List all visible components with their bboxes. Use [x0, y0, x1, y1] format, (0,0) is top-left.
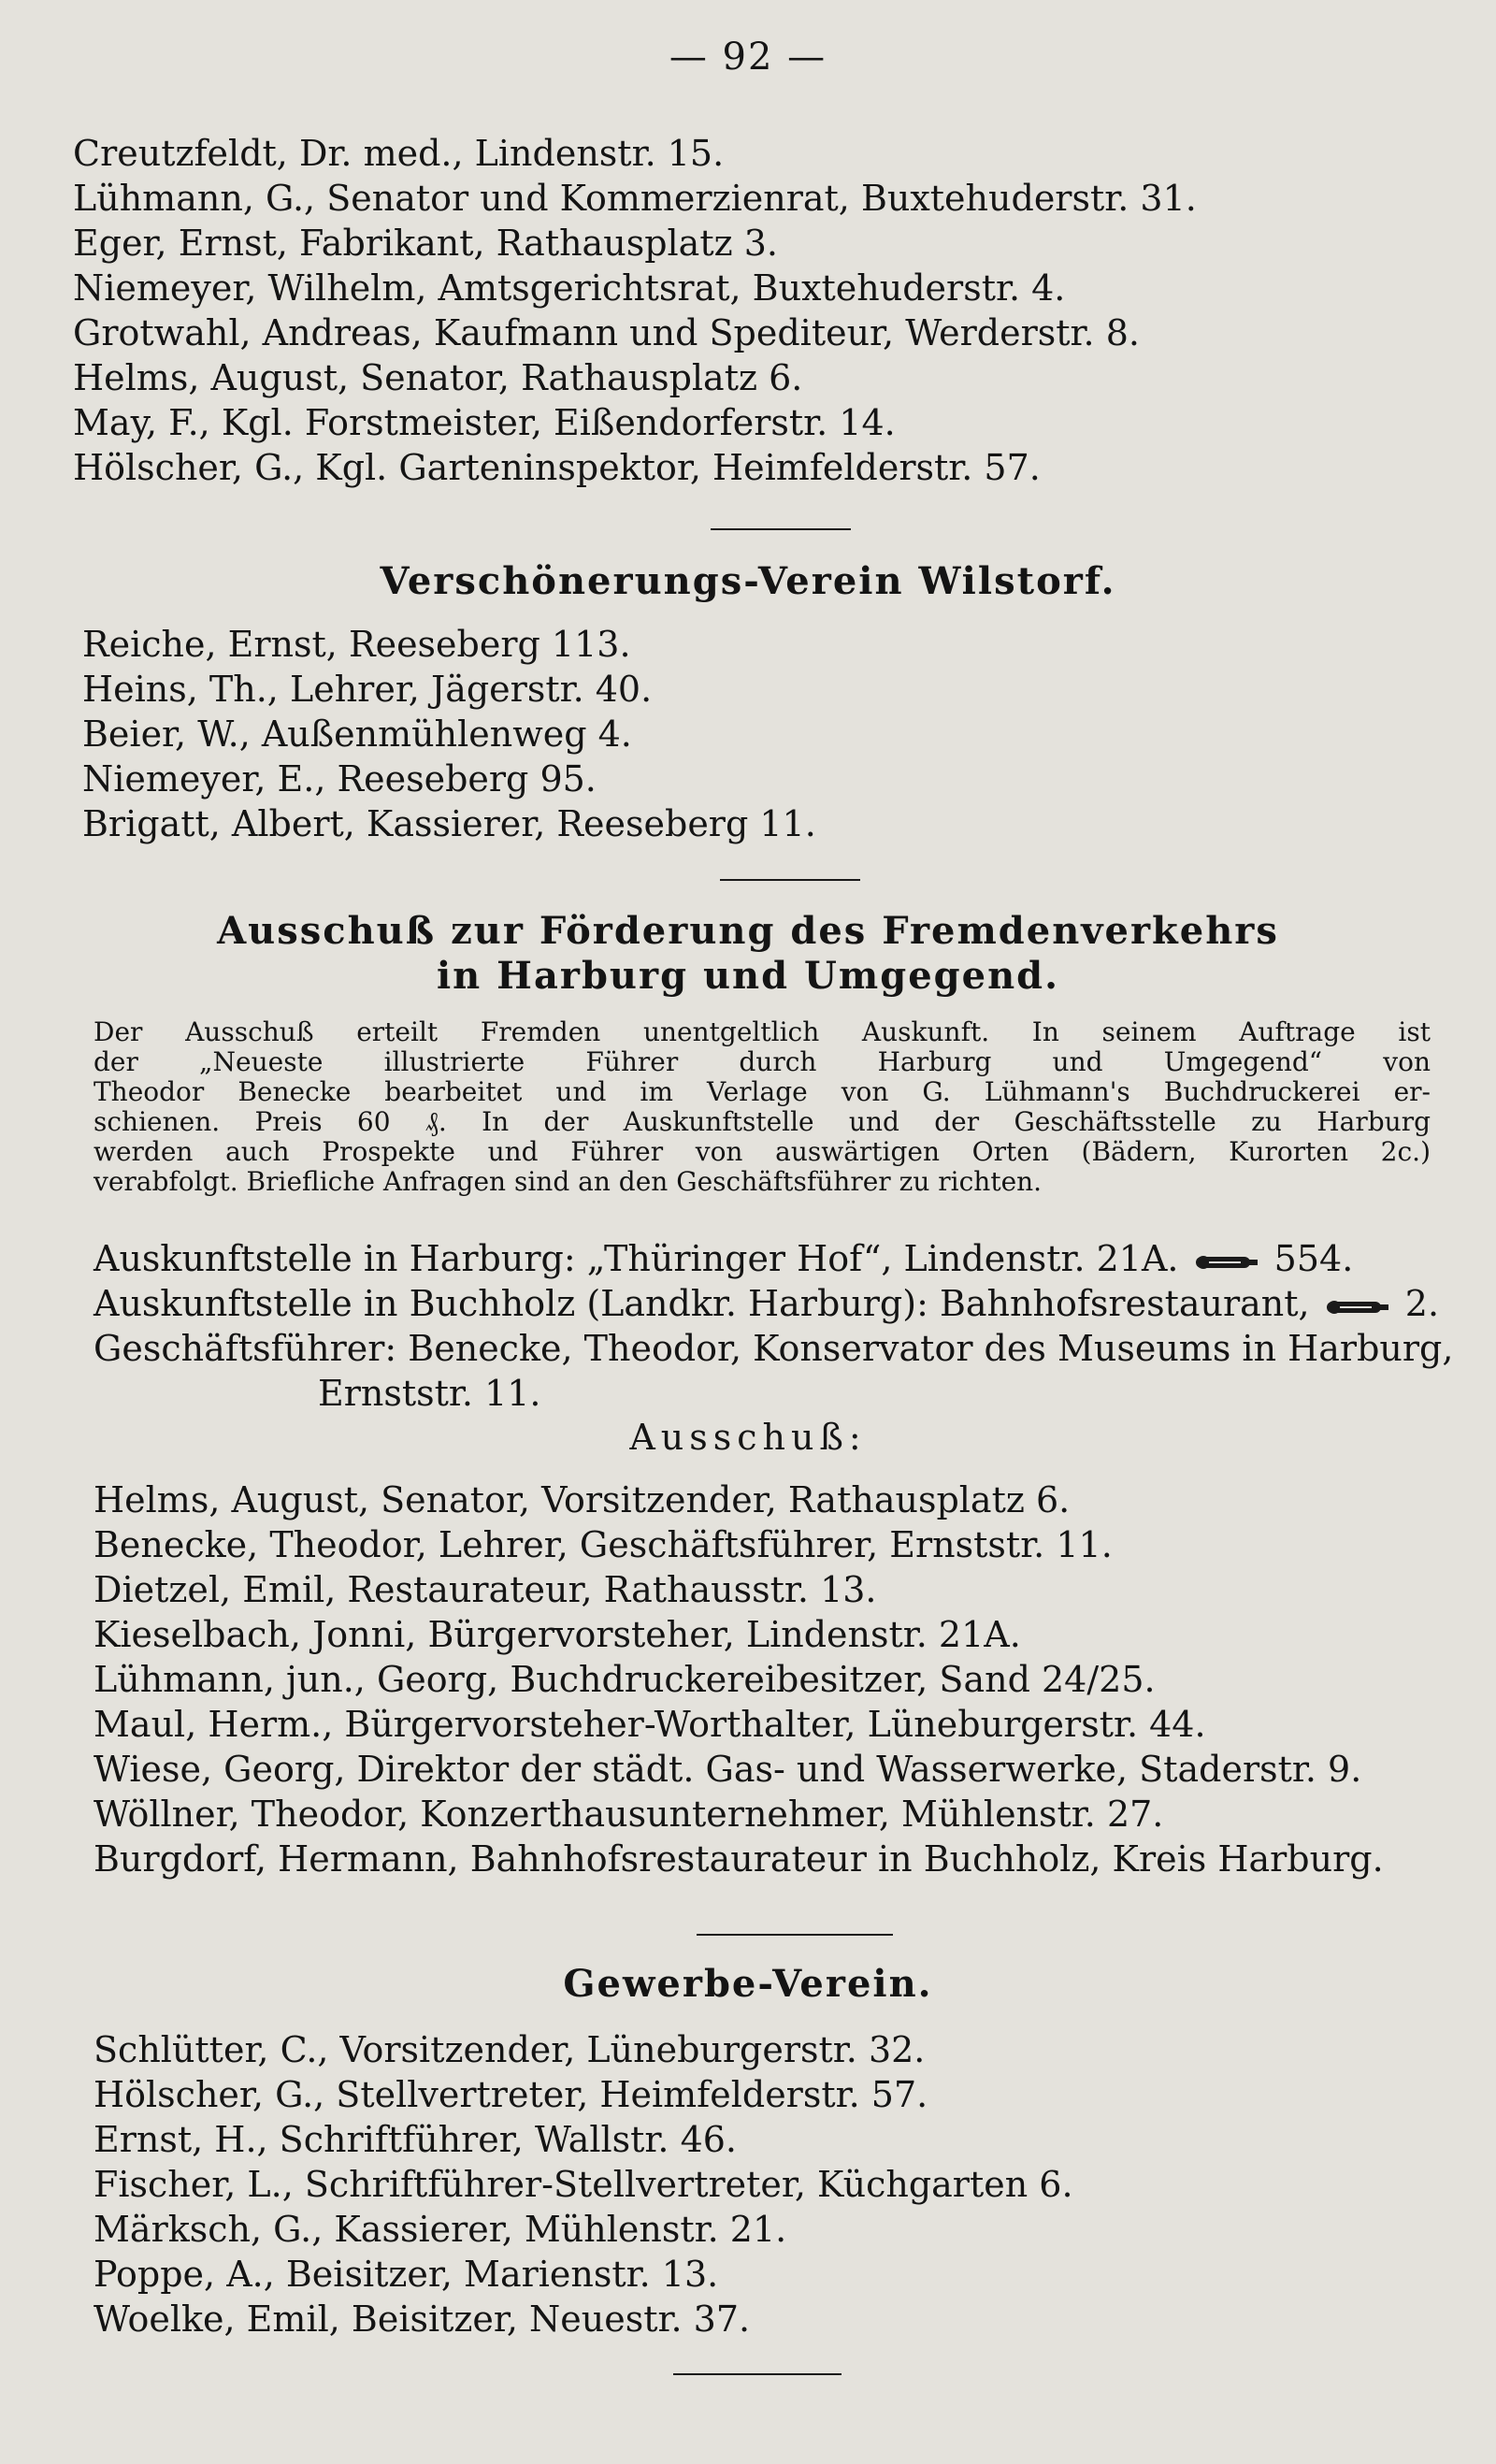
section-heading: in Harburg und Umgegend. — [436, 954, 1060, 998]
list-item: Wöllner, Theodor, Konzerthausunternehmer, Mühlenstr. 27. — [94, 1794, 1164, 1835]
list-item: Grotwahl, Andreas, Kaufmann und Spediteur, Werderstr. 8. — [73, 312, 1140, 353]
telephone-icon — [1325, 1296, 1390, 1318]
info-line: Geschäftsführer: Benecke, Theodor, Konservator des Museums in Harburg, — [94, 1328, 1454, 1369]
section-heading: Verschönerungs-Verein Wilstorf. — [380, 559, 1116, 603]
divider — [697, 1934, 893, 1936]
list-item: Maul, Herm., Bürgervorsteher-Worthalter, Lüneburgerstr. 44. — [94, 1704, 1206, 1745]
description-paragraph — [94, 1017, 1431, 1197]
member-list-2 — [82, 622, 1457, 846]
paragraph-line: der „Neueste illustrierte Führer durch Harburg und Umgegend“ von — [94, 1046, 1431, 1077]
list-item: Burgdorf, Hermann, Bahnhofsrestaurateur in Buchholz, Kreis Harburg. — [94, 1838, 1384, 1880]
paragraph-line: Theodor Benecke bearbeitet und im Verlage von G. Lühmann's Buchdruckerei er- — [94, 1076, 1431, 1107]
list-item: Heins, Th., Lehrer, Jägerstr. 40. — [82, 669, 653, 710]
divider — [711, 528, 851, 530]
telephone-icon — [1194, 1251, 1259, 1274]
list-item: Hölscher, G., Stellvertreter, Heimfelderstr. 57. — [94, 2074, 928, 2115]
phone-number: 554. — [1273, 1238, 1354, 1279]
list-item: Dietzel, Emil, Restaurateur, Rathausstr. 13. — [94, 1569, 877, 1610]
list-item: Hölscher, G., Kgl. Garteninspektor, Heimfelderstr. 57. — [73, 447, 1041, 488]
list-item: Niemeyer, Wilhelm, Amtsgerichtsrat, Buxtehuderstr. 4. — [73, 267, 1066, 309]
list-item: Helms, August, Senator, Rathausplatz 6. — [73, 357, 803, 398]
member-list-1 — [73, 131, 1457, 490]
list-item: Reiche, Ernst, Reeseberg 113. — [82, 624, 631, 665]
list-item: Niemeyer, E., Reeseberg 95. — [82, 758, 597, 800]
list-item: Beier, W., Außenmühlenweg 4. — [82, 713, 632, 755]
section-heading: Gewerbe-Verein. — [563, 1962, 933, 2006]
list-item: Kieselbach, Jonni, Bürgervorsteher, Lindenstr. 21A. — [94, 1614, 1021, 1655]
section-heading: Ausschuß zur Förderung des Fremdenverkehrs — [217, 909, 1279, 953]
paragraph-line: verabfolgt. Briefliche Anfragen sind an den Geschäftsführer zu richten. — [94, 1166, 1043, 1197]
subheading: Ausschuß: — [629, 1417, 867, 1458]
list-item: Fischer, L., Schriftführer-Stellvertreter, Küchgarten 6. — [94, 2164, 1073, 2205]
phone-number: 2. — [1404, 1283, 1440, 1324]
list-item: Ernst, H., Schriftführer, Wallstr. 46. — [94, 2119, 738, 2160]
list-item: May, F., Kgl. Forstmeister, Eißendorferstr. 14. — [73, 402, 896, 443]
committee-list — [94, 1477, 1459, 1881]
page-number: — 92 — — [669, 36, 827, 79]
paragraph-line: schienen. Preis 60 ₰. In der Auskunftstelle und der Geschäftsstelle zu Harburg — [94, 1106, 1431, 1137]
paragraph-line: Der Ausschuß erteilt Fremden unentgeltlich Auskunft. In seinem Auftrage ist — [94, 1016, 1431, 1047]
list-item: Lühmann, G., Senator und Kommerzienrat, Buxtehuderstr. 31. — [73, 178, 1197, 219]
list-item: Schlütter, C., Vorsitzender, Lüneburgerstr. 32. — [94, 2029, 926, 2070]
list-item: Poppe, A., Beisitzer, Marienstr. 13. — [94, 2254, 719, 2295]
info-text: Auskunftstelle in Harburg: „Thüringer Hof“, Lindenstr. 21A. — [94, 1238, 1179, 1279]
list-item: Wiese, Georg, Direktor der städt. Gas- und Wasserwerke, Staderstr. 9. — [94, 1749, 1362, 1790]
list-item: Benecke, Theodor, Lehrer, Geschäftsführer, Ernststr. 11. — [94, 1524, 1113, 1565]
divider — [720, 879, 860, 881]
member-list-4 — [94, 2027, 1459, 2342]
divider — [673, 2373, 842, 2375]
paragraph-line: werden auch Prospekte und Führer von auswärtigen Orten (Bädern, Kurorten 2c.) — [94, 1136, 1431, 1167]
info-text: Auskunftstelle in Buchholz (Landkr. Harburg): Bahnhofsrestaurant, — [94, 1283, 1310, 1324]
info-line — [94, 1236, 1449, 1281]
list-item: Brigatt, Albert, Kassierer, Reeseberg 11. — [82, 803, 816, 844]
list-item: Creutzfeldt, Dr. med., Lindenstr. 15. — [73, 133, 725, 174]
list-item: Helms, August, Senator, Vorsitzender, Rathausplatz 6. — [94, 1479, 1071, 1520]
list-item: Woelke, Emil, Beisitzer, Neuestr. 37. — [94, 2298, 751, 2340]
info-line — [94, 1281, 1449, 1326]
list-item: Lühmann, jun., Georg, Buchdruckereibesitzer, Sand 24/25. — [94, 1659, 1156, 1700]
list-item: Märksch, G., Kassierer, Mühlenstr. 21. — [94, 2209, 787, 2250]
info-block — [94, 1236, 1454, 1416]
list-item: Eger, Ernst, Fabrikant, Rathausplatz 3. — [73, 223, 778, 264]
info-line: Ernststr. 11. — [318, 1373, 541, 1414]
